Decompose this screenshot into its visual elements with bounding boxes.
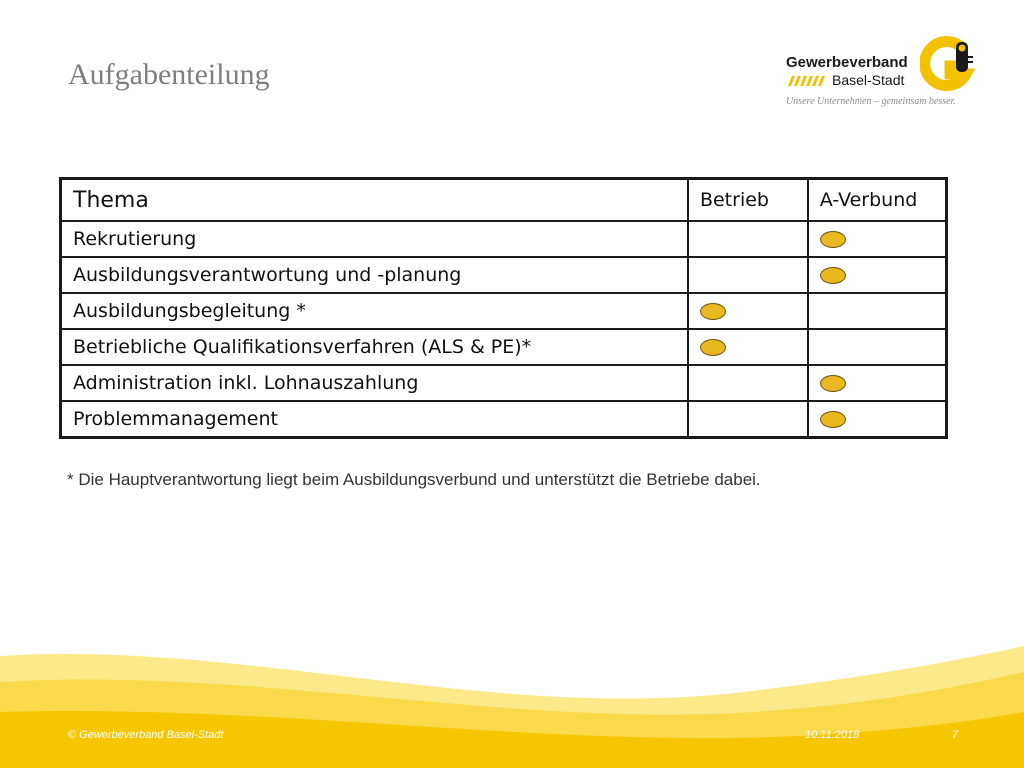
table-row [61, 293, 947, 329]
row-topic: Ausbildungsverantwortung und -planung [61, 257, 688, 293]
cell-verbund [808, 221, 947, 257]
table-row [61, 329, 947, 365]
logo-tagline: Unsere Unternehmen – gemeinsam besser. [786, 96, 956, 107]
cell-betrieb [688, 293, 808, 329]
footer-copyright: © Gewerbeverband Basel-Stadt [68, 729, 224, 741]
logo-line1: Gewerbeverband [786, 54, 908, 71]
header-verbund: A-Verbund [808, 179, 947, 222]
responsibility-marker-icon [700, 303, 726, 320]
logo-line2: Basel-Stadt [832, 72, 905, 88]
cell-verbund [808, 257, 947, 293]
row-topic: Betriebliche Qualifikationsverfahren (ALS & PE)* [61, 329, 688, 365]
responsibility-marker-icon [820, 411, 846, 428]
cell-verbund [808, 293, 947, 329]
logo [786, 36, 986, 116]
cell-verbund [808, 329, 947, 365]
row-topic: Rekrutierung [61, 221, 688, 257]
table-header-row [61, 179, 947, 222]
cell-betrieb [688, 257, 808, 293]
responsibility-marker-icon [700, 339, 726, 356]
cell-verbund [808, 401, 947, 438]
cell-betrieb [688, 221, 808, 257]
footnote: * Die Hauptverantwortung liegt beim Ausbildungsverbund und unterstützt die Betriebe dabei. [67, 470, 761, 489]
footer-page-number: 7 [952, 729, 959, 741]
table-row [61, 257, 947, 293]
row-topic: Ausbildungsbegleitung * [61, 293, 688, 329]
logo-g-crest-icon [920, 36, 976, 92]
header-betrieb: Betrieb [688, 179, 808, 222]
responsibility-marker-icon [820, 267, 846, 284]
table-row [61, 221, 947, 257]
cell-betrieb [688, 401, 808, 438]
slide-title: Aufgabenteilung [68, 58, 270, 91]
header-thema: Thema [61, 179, 688, 222]
cell-verbund [808, 365, 947, 401]
logo-stripes-icon [788, 76, 828, 86]
cell-betrieb [688, 365, 808, 401]
responsibility-marker-icon [820, 231, 846, 248]
responsibility-marker-icon [820, 375, 846, 392]
table-body [61, 221, 947, 438]
table-row [61, 365, 947, 401]
cell-betrieb [688, 329, 808, 365]
table-row [61, 401, 947, 438]
row-topic: Problemmanagement [61, 401, 688, 438]
row-topic: Administration inkl. Lohnauszahlung [61, 365, 688, 401]
task-table [59, 177, 948, 439]
footer-date: 10.11.2018 [805, 729, 860, 741]
decorative-yellow-waves [0, 620, 1024, 768]
